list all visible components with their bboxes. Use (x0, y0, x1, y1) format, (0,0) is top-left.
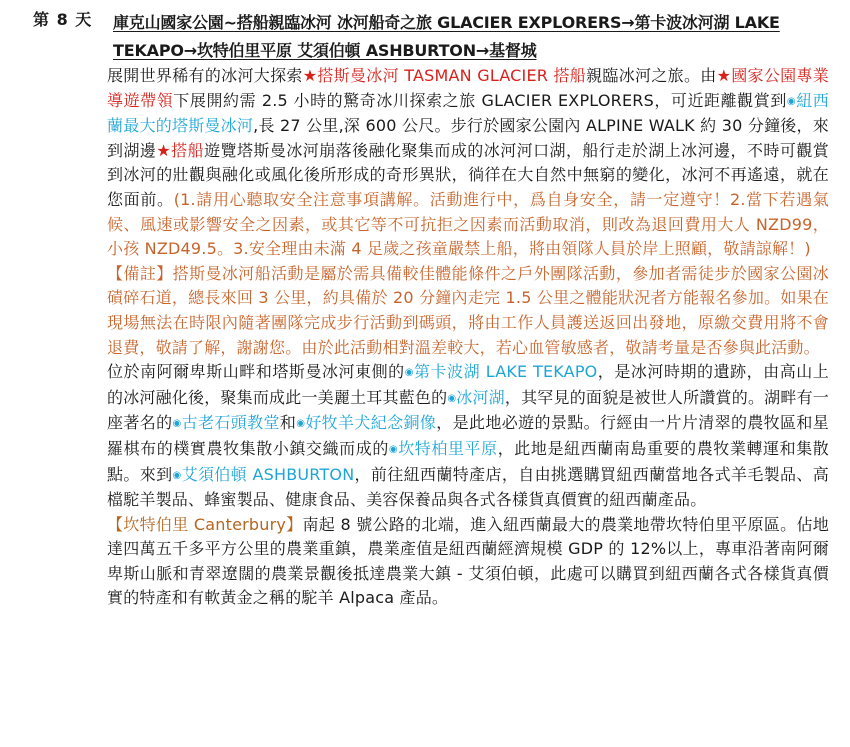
bullet-icon: ◉ (388, 443, 399, 455)
tekapo-text-1: 位於南阿爾卑斯山畔和塔斯曼冰河東側的 (107, 362, 405, 382)
highlight-glacier-lake: ◉冰河湖 (447, 387, 505, 407)
tekapo-text-5: ，是此地必遊的景點。行經由一片片清翠的農牧區和星羅棋布的樸實農牧集散小鎮交織而成的 (107, 413, 829, 458)
highlight-largest-glacier: ◉紐西蘭最大的塔斯曼冰河 (107, 90, 829, 136)
glacier-text-3: 下展開約需 2.5 小時的驚奇冰川探索之旅 GLACIER EXPLORERS，可近距離觀賞到 (173, 90, 787, 110)
canterbury-label: 【坎特伯里 Canterbury】 (107, 514, 303, 534)
canterbury-paragraph (107, 513, 829, 611)
remark-paragraph: 【備註】搭斯曼冰河船活動是屬於需具備較佳體能條件之戶外團隊活動，參加者需徒步於國家公園冰磧碎石道，總長來回 3 公里，約具備於 20 分鐘內走完 1.5 公里之體能狀況者方能報名參加。如果在現場無法在時限內隨著團隊完成步行活動到碼頭，將由工作人員護送返回出發地，原繳交費用將不會退費，敬請了解，謝謝您。由於此活動相對溫差較大，若心血管敏感者，敬請考量是否參與此活動。 (107, 263, 829, 357)
glacier-text-1: 展開世界稀有的冰河大探索 (107, 66, 303, 85)
itinerary-content (107, 64, 829, 611)
tekapo-text-3: ，其罕見的面貌是被世人所讚賞的。湖畔有一座著名的 (107, 387, 829, 433)
glacier-text-2: 親臨冰河之旅。由 (586, 66, 717, 85)
glacier-text-4: ,長 27 公里,深 600 公尺。步行於國家公園內 ALPINE WALK 約 30 分鐘後，來到湖邊 (107, 116, 829, 160)
day-label: 第 8 天 (33, 10, 93, 29)
highlight-park-guide: ★國家公園專業導遊帶領 (107, 66, 829, 110)
bullet-icon: ◉ (296, 418, 306, 430)
bullet-icon: ◉ (447, 392, 457, 404)
tekapo-text-2: ，是冰河時期的遺跡，由高山上的冰河融化後，聚集而成此一美麗土耳其藍色的 (107, 362, 829, 407)
tekapo-text-4: 和 (279, 413, 297, 433)
bullet-icon: ◉ (172, 469, 182, 481)
day-title: 庫克山國家公園~搭船親臨冰河 冰河船奇之旅 GLACIER EXPLORERS→第卡波冰河湖 LAKE TEKAPO→坎特伯里平原 艾須伯頓 ASHBURTON→基督城 (113, 13, 780, 60)
glacier-text-5: 遊覽塔斯曼冰河崩落後融化聚集而成的冰河河口湖，船行走於湖上冰河邊，不時可觀賞到冰河的壯觀與融化或風化後所形成的奇形異狀，徜徉在大自然中無窮的變化，冰河不再遙遠，就在您面前。 (107, 140, 829, 209)
highlight-sheepdog-statue: ◉好牧羊犬紀念銅像 (296, 413, 437, 433)
highlight-lake-tekapo: ◉第卡波湖 LAKE TEKAPO (404, 362, 598, 382)
highlight-boat: ★搭船 (156, 140, 205, 160)
tekapo-paragraph (107, 360, 829, 513)
highlight-ashburton: ◉艾須伯頓 ASHBURTON (172, 464, 355, 484)
highlight-stone-church: ◉古老石頭教堂 (172, 413, 280, 433)
glacier-paragraph (107, 64, 829, 262)
highlight-canterbury-plains: ◉坎特柏里平原 (388, 438, 498, 458)
highlight-tasman-glacier-boat: ★搭斯曼冰河 TASMAN GLACIER 搭船 (302, 66, 587, 85)
bullet-icon: ◉ (786, 95, 797, 107)
tekapo-text-6: ，此地是紐西蘭南島重要的農牧業轉運和集散點。來到 (107, 438, 829, 484)
canterbury-text: 南起 8 號公路的北端，進入紐西蘭最大的農業地帶坎特伯里平原區。佔地達四萬五千多平方公里的農業重鎮，農業產值是紐西蘭經濟規模 GDP 的 12%以上，專車沿著南阿爾卑斯山脈和青翠遼闊的農業景觀後抵達農業大鎮 - 艾須伯頓，此處可以購買到紐西蘭各式各樣貨真價實的特產和有軟黃金之稱的駝羊 Alpaca 產品。 (107, 514, 829, 608)
tekapo-text-7: ，前往紐西蘭特產店，自由挑選購買紐西蘭當地各式羊毛製品、高檔駝羊製品、蜂蜜製品、健康食品、美容保養品與各式各樣貨真價實的紐西蘭產品。 (107, 464, 829, 510)
bullet-icon: ◉ (404, 367, 414, 379)
bullet-icon: ◉ (172, 418, 182, 430)
safety-note: (1.請用心聽取安全注意事項講解。活動進行中，爲自身安全，請一定遵守！2.當下若遇氣候、風速或影響安全之因素，或其它等不可抗拒之因素而活動取消，則改為退回費用大人 NZD99，小孩 NZD49.5。3.安全理由未滿 4 足歲之孩童嚴禁上船，將由領隊人員於岸上照顧，敬請諒解！) (107, 189, 829, 259)
